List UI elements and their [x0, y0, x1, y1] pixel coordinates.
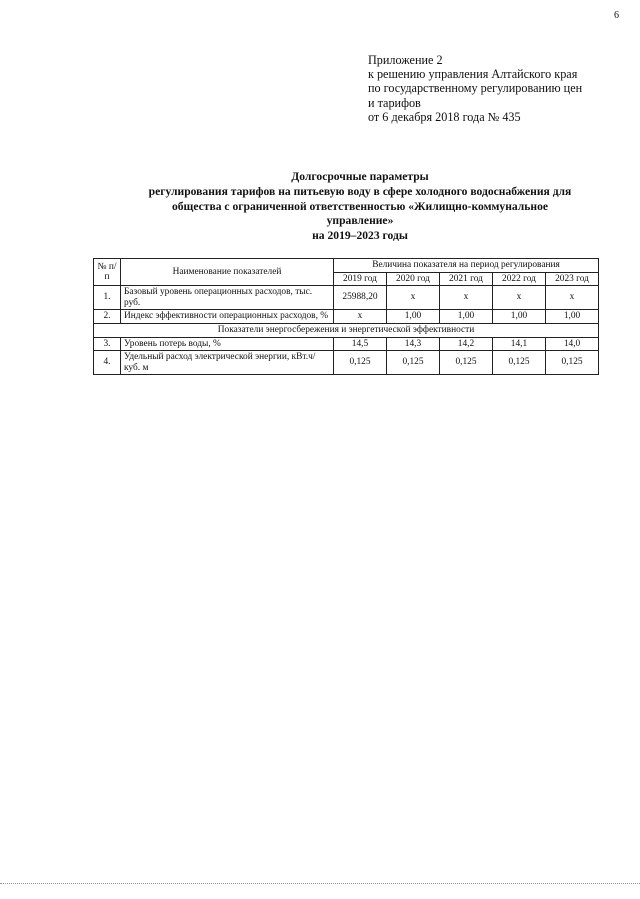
- row-value: 1,00: [440, 310, 493, 324]
- row-num: 1.: [94, 286, 121, 310]
- table-row: [94, 310, 599, 324]
- row-name: Базовый уровень операционных расходов, тыс. руб.: [121, 286, 334, 310]
- header-name: Наименование показателей: [121, 259, 334, 286]
- appendix-line: и тарифов: [368, 95, 421, 110]
- row-num: 3.: [94, 337, 121, 351]
- row-value: 0,125: [440, 351, 493, 375]
- header-year: 2019 год: [334, 272, 387, 286]
- page-bottom-rule: [0, 883, 640, 884]
- parameters-table: [93, 258, 599, 375]
- page-number: 6: [614, 10, 619, 21]
- header-year: 2020 год: [387, 272, 440, 286]
- title-line: на 2019–2023 годы: [312, 229, 408, 243]
- row-name: Удельный расход электрической энергии, кВт.ч/куб. м: [121, 351, 334, 375]
- row-value: 25988,20: [334, 286, 387, 310]
- row-value: 14,3: [387, 337, 440, 351]
- row-value: 0,125: [334, 351, 387, 375]
- table-row: [94, 337, 599, 351]
- table-row: [94, 351, 599, 375]
- table-header-row: [94, 259, 599, 273]
- row-value: х: [440, 286, 493, 310]
- appendix-line: по государственному регулированию цен: [368, 81, 583, 96]
- row-value: х: [493, 286, 546, 310]
- section-heading: Показатели энергосбережения и энергетической эффективности: [94, 323, 599, 337]
- title-line: Долгосрочные параметры: [291, 170, 429, 183]
- row-value: х: [546, 286, 599, 310]
- row-num: 4.: [94, 351, 121, 375]
- title-line: общества с ограниченной ответственностью «Жилищно-коммунальное: [171, 199, 549, 213]
- table-section-row: [94, 323, 599, 337]
- row-num: 2.: [94, 310, 121, 324]
- row-value: 0,125: [546, 351, 599, 375]
- row-value: 14,5: [334, 337, 387, 351]
- document-title: [105, 170, 615, 244]
- header-year: 2023 год: [546, 272, 599, 286]
- appendix-line: Приложение 2: [368, 53, 443, 67]
- appendix-line: к решению управления Алтайского края: [368, 67, 578, 82]
- title-line: регулирования тарифов на питьевую воду в сфере холодного водоснабжения для: [148, 184, 572, 198]
- row-value: 1,00: [493, 310, 546, 324]
- row-value: х: [334, 310, 387, 324]
- row-value: 14,2: [440, 337, 493, 351]
- header-year: 2021 год: [440, 272, 493, 286]
- row-value: х: [387, 286, 440, 310]
- row-value: 1,00: [387, 310, 440, 324]
- row-value: 14,1: [493, 337, 546, 351]
- row-value: 1,00: [546, 310, 599, 324]
- row-name: Уровень потерь воды, %: [121, 337, 334, 351]
- row-name: Индекс эффективности операционных расходов, %: [121, 310, 334, 324]
- table-row: [94, 286, 599, 310]
- row-value: 0,125: [387, 351, 440, 375]
- header-year: 2022 год: [493, 272, 546, 286]
- appendix-line: от 6 декабря 2018 года № 435: [368, 109, 521, 124]
- header-num: № п/п: [94, 259, 121, 286]
- row-value: 14,0: [546, 337, 599, 351]
- header-period: Величина показателя на период регулирования: [334, 259, 599, 273]
- row-value: 0,125: [493, 351, 546, 375]
- title-line: управление»: [326, 214, 394, 228]
- appendix-reference: [368, 53, 582, 124]
